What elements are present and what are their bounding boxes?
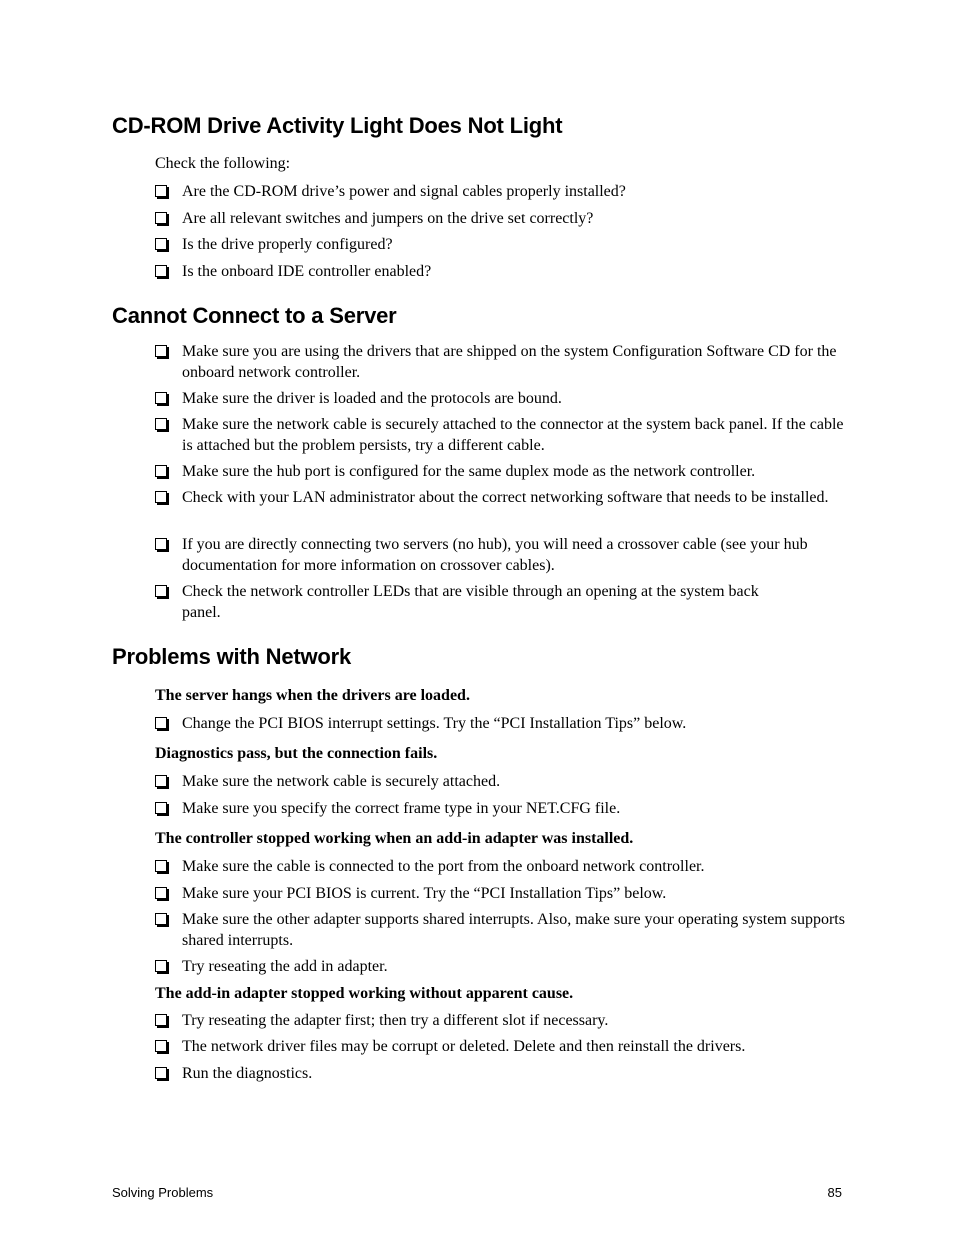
checkbox-icon: [155, 238, 167, 250]
checklist-item: Is the drive properly configured?: [155, 235, 845, 256]
checklist-item: Change the PCI BIOS interrupt settings. Try the “PCI Installation Tips” below.: [155, 714, 845, 735]
checklist-item: Make sure the network cable is securely attached.: [155, 772, 845, 793]
checkbox-icon: [155, 538, 167, 550]
section-title-server: Cannot Connect to a Server: [112, 303, 397, 328]
checklist-item: Make sure you specify the correct frame type in your NET.CFG file.: [155, 799, 845, 820]
checkbox-icon: [155, 1067, 167, 1079]
footer-chapter: Solving Problems: [112, 1185, 214, 1200]
checklist-item: If you are directly connecting two servers (no hub), you will need a crossover cable (see your hub documentation for more information on crossover cables).: [155, 535, 845, 576]
checklist-item: Are the CD-ROM drive’s power and signal cables properly installed?: [155, 182, 845, 203]
checklist-item: Is the onboard IDE controller enabled?: [155, 262, 845, 283]
checklist-item: Make sure the hub port is configured for the same duplex mode as the network controller.: [155, 462, 845, 483]
checkbox-icon: [155, 265, 167, 277]
checkbox-icon: [155, 392, 167, 404]
checkbox-icon: [155, 491, 167, 503]
checklist-item: Make sure the network cable is securely attached to the connector at the system back panel. If the cable is attached but the problem persists, try a different cable.: [155, 415, 845, 456]
checkbox-icon: [155, 802, 167, 814]
checklist-item: Run the diagnostics.: [155, 1064, 845, 1085]
checkbox-icon: [155, 185, 167, 197]
checkbox-icon: [155, 913, 167, 925]
subheading: Diagnostics pass, but the connection fails.: [155, 745, 438, 762]
section-title-network: Problems with Network: [112, 644, 352, 669]
checklist-item: The network driver files may be corrupt or deleted. Delete and then reinstall the drivers.: [155, 1037, 845, 1058]
checkbox-icon: [155, 717, 167, 729]
checkbox-icon: [155, 775, 167, 787]
checklist-item: Make sure you are using the drivers that are shipped on the system Configuration Software CD for the onboard network controller.: [155, 342, 845, 383]
checklist-item: Make sure the cable is connected to the port from the onboard network controller.: [155, 857, 845, 878]
checkbox-icon: [155, 585, 167, 597]
checkbox-icon: [155, 960, 167, 972]
checklist-item: Make sure the other adapter supports shared interrupts. Also, make sure your operating system supports shared interrupts.: [155, 910, 845, 951]
section-title-cdrom: CD-ROM Drive Activity Light Does Not Light: [112, 113, 563, 138]
checklist-item: Try reseating the adapter first; then try a different slot if necessary.: [155, 1011, 845, 1032]
checkbox-icon: [155, 887, 167, 899]
checklist-item: Check the network controller LEDs that are visible through an opening at the system back panel.: [155, 582, 765, 623]
subheading: The controller stopped working when an add-in adapter was installed.: [155, 830, 634, 847]
checkbox-icon: [155, 418, 167, 430]
subheading: The add-in adapter stopped working without apparent cause.: [155, 985, 574, 1002]
checklist-item: Make sure the driver is loaded and the protocols are bound.: [155, 389, 845, 410]
checklist-item: Are all relevant switches and jumpers on the drive set correctly?: [155, 209, 845, 230]
footer-page-number: 85: [827, 1185, 842, 1200]
checklist-item: Check with your LAN administrator about the correct networking software that needs to be installed.: [155, 488, 845, 509]
checklist-item: Try reseating the add in adapter.: [155, 957, 845, 978]
checkbox-icon: [155, 345, 167, 357]
checkbox-icon: [155, 465, 167, 477]
checkbox-icon: [155, 1040, 167, 1052]
checklist-item: Make sure your PCI BIOS is current. Try the “PCI Installation Tips” below.: [155, 884, 845, 905]
subheading: The server hangs when the drivers are loaded.: [155, 687, 470, 704]
checkbox-icon: [155, 1014, 167, 1026]
checkbox-icon: [155, 860, 167, 872]
checkbox-icon: [155, 212, 167, 224]
section-intro: Check the following:: [155, 155, 291, 172]
